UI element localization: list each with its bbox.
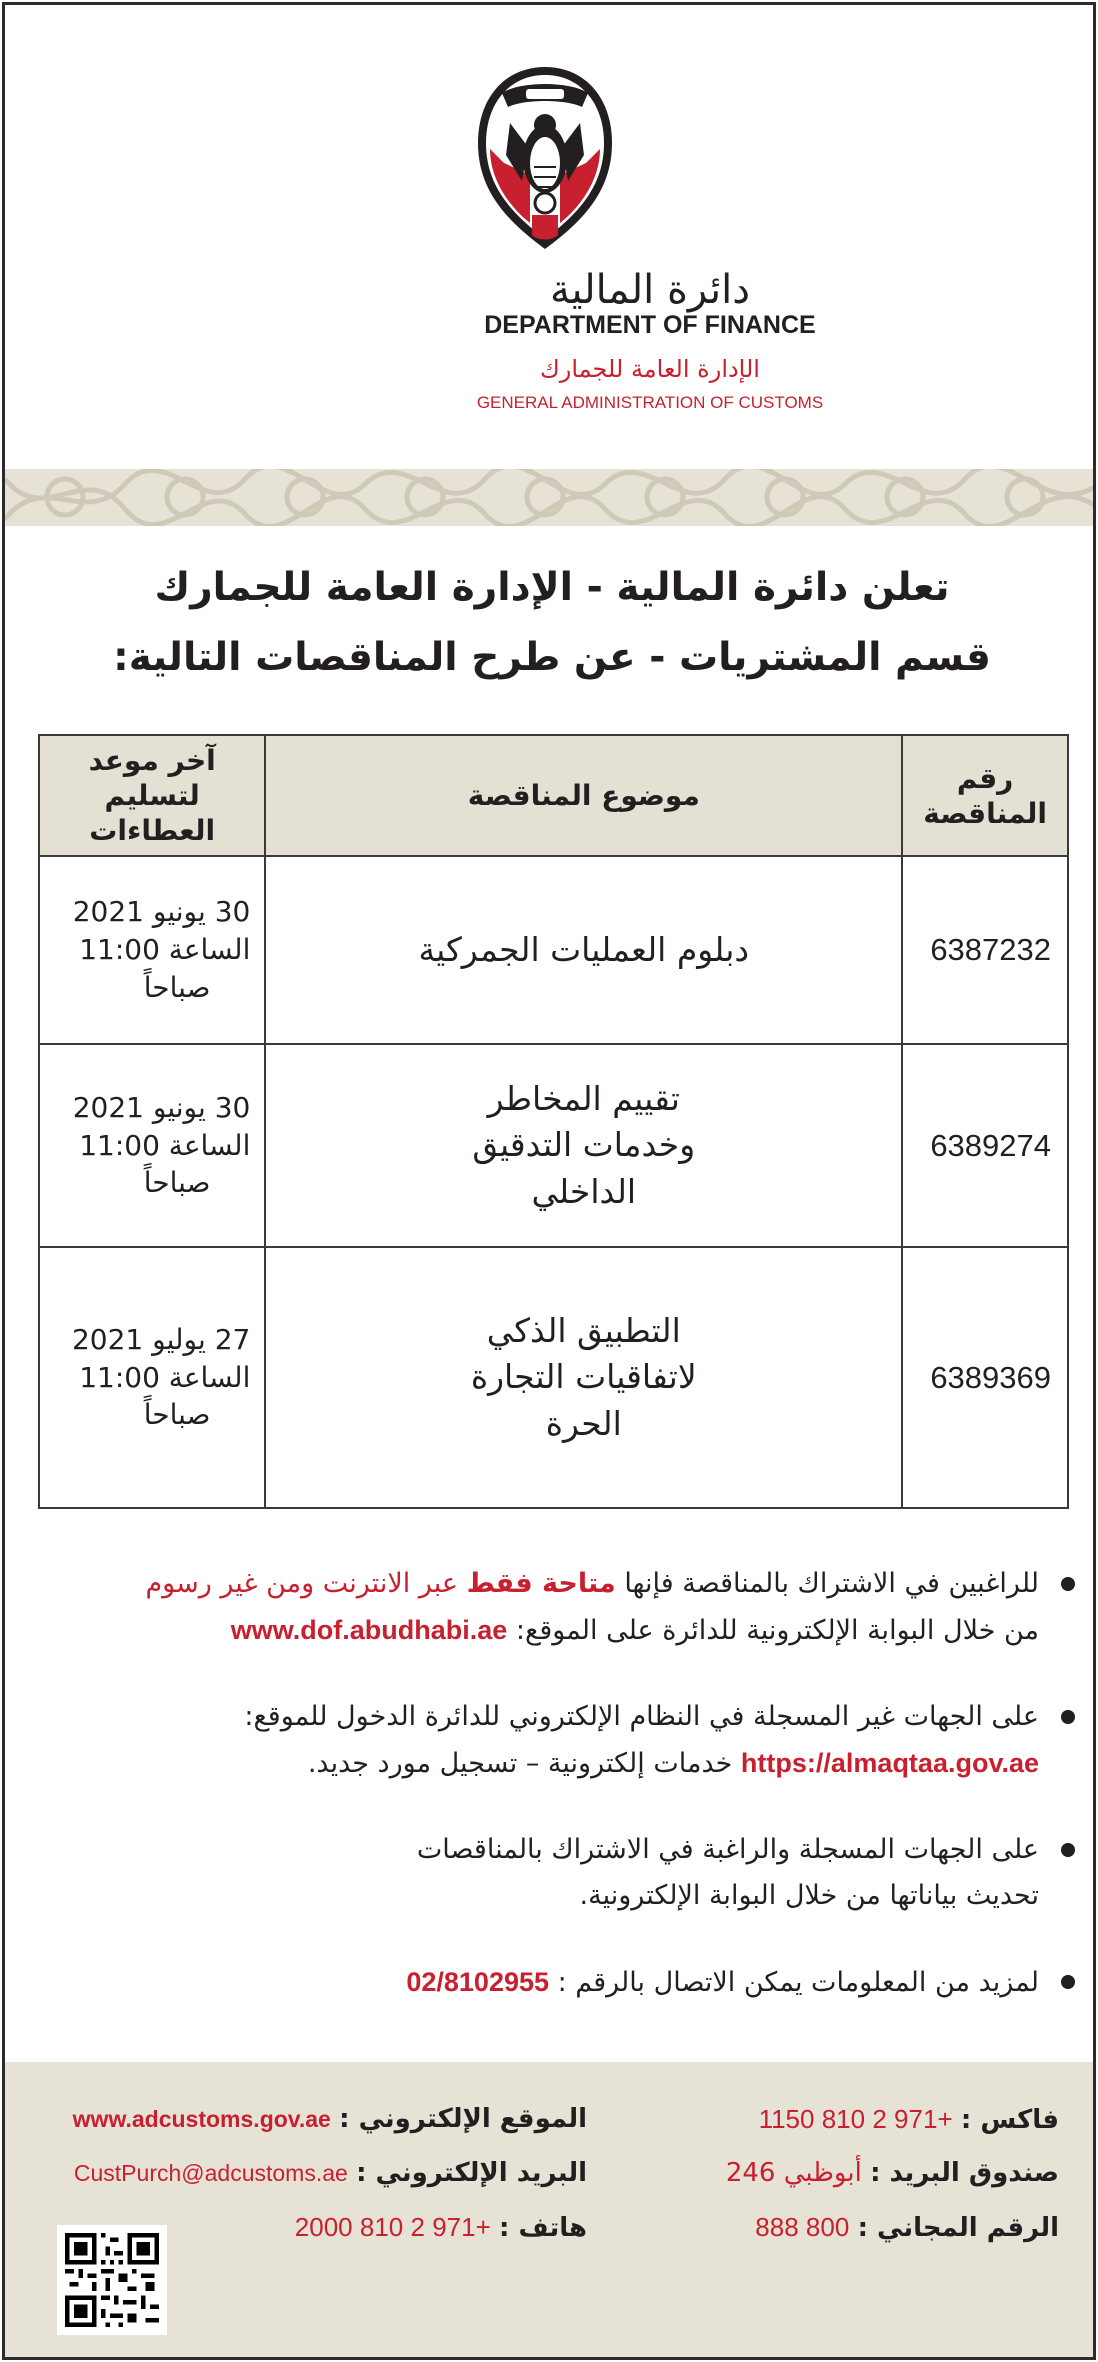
phone-label: هاتف : bbox=[499, 2213, 587, 2243]
bullet-text: من خلال البوابة الإلكترونية للدائرة على الموقع: bbox=[515, 1615, 1039, 1646]
header-tender-subject: موضوع المناقصة bbox=[265, 735, 902, 856]
header-tender-number: رقم المناقصة bbox=[902, 735, 1068, 856]
tender-number: 6389274 bbox=[902, 1044, 1068, 1247]
deadline-period: صباحاً bbox=[143, 970, 211, 1004]
tender-number: 6389369 bbox=[902, 1247, 1068, 1508]
instructions-list bbox=[35, 1561, 1075, 2046]
deadline-time: الساعة 11:00 bbox=[79, 1128, 251, 1162]
phone-row bbox=[295, 2212, 587, 2243]
website-row bbox=[73, 2104, 587, 2134]
table-header-row bbox=[39, 735, 1068, 856]
tender-deadline bbox=[39, 856, 265, 1044]
list-item bbox=[35, 1827, 1075, 1919]
tenders-table bbox=[38, 734, 1069, 1509]
tollfree-row bbox=[755, 2212, 1059, 2243]
list-item bbox=[35, 1959, 1075, 2006]
bullet-dot-icon bbox=[1061, 1710, 1075, 1724]
bullet-text: خدمات إلكترونية – تسجيل مورد جديد. bbox=[307, 1748, 733, 1779]
bullet-dot-icon bbox=[1061, 1577, 1075, 1591]
deadline-date: 30 يونيو 2021 bbox=[72, 1090, 251, 1124]
email-link[interactable]: CustPurch@adcustoms.ae bbox=[73, 2160, 348, 2186]
deadline-period: صباحاً bbox=[143, 1166, 211, 1200]
tender-number: 6387232 bbox=[902, 856, 1068, 1044]
tollfree-value: 800 888 bbox=[755, 2212, 850, 2242]
fax-row bbox=[759, 2104, 1059, 2135]
pobox-row bbox=[726, 2158, 1059, 2188]
tender-deadline bbox=[39, 1247, 265, 1508]
fax-value: +971 2 810 1150 bbox=[758, 2104, 953, 2134]
tender-deadline bbox=[39, 1044, 265, 1247]
decorative-pattern-band bbox=[5, 469, 1096, 526]
administration-name-arabic: الإدارة العامة للجمارك bbox=[540, 355, 760, 383]
tender-subject: دبلوم العمليات الجمركية bbox=[265, 856, 902, 1044]
bullet-text: على الجهات غير المسجلة في النظام الإلكتروني للدائرة الدخول للموقع: bbox=[244, 1701, 1039, 1732]
tender-subject: التطبيق الذكي لاتفاقيات التجارة الحرة bbox=[265, 1247, 902, 1508]
tender-subject: تقييم المخاطر وخدمات التدقيق الداخلي bbox=[265, 1044, 902, 1247]
email-label: البريد الإلكتروني : bbox=[356, 2158, 587, 2188]
deadline-date: 27 يوليو 2021 bbox=[71, 1322, 251, 1356]
pobox-value: أبوظبي 246 bbox=[725, 2158, 862, 2188]
administration-name-english: GENERAL ADMINISTRATION OF CUSTOMS bbox=[476, 393, 824, 412]
deadline-time: الساعة 11:00 bbox=[79, 933, 251, 967]
bullet-text: لمزيد من المعلومات يمكن الاتصال بالرقم : bbox=[557, 1967, 1039, 1998]
phone-value: +971 2 810 2000 bbox=[294, 2212, 491, 2242]
dof-website-link[interactable]: www.dof.abudhabi.ae bbox=[230, 1615, 508, 1645]
table-row bbox=[39, 1247, 1068, 1508]
deadline-date: 30 يونيو 2021 bbox=[72, 895, 251, 929]
abu-dhabi-falcon-emblem-icon bbox=[470, 63, 620, 253]
list-item bbox=[35, 1694, 1075, 1787]
department-name-arabic: دائرة المالية bbox=[549, 267, 751, 313]
bullet-text-red: عبر الانترنت ومن غير رسوم bbox=[145, 1568, 458, 1599]
department-name-english: DEPARTMENT OF FINANCE bbox=[484, 311, 816, 339]
table-row bbox=[39, 1044, 1068, 1247]
bullet-dot-icon bbox=[1061, 1975, 1075, 1989]
announcement-line-1: تعلن دائرة المالية - الإدارة العامة للجمارك bbox=[154, 565, 950, 610]
fax-label: فاكس : bbox=[960, 2105, 1059, 2135]
contact-phone-number[interactable]: 02/8102955 bbox=[406, 1967, 550, 1997]
bullet-text: تحديث بياناتها من خلال البوابة الإلكترونية. bbox=[579, 1880, 1039, 1911]
list-item bbox=[35, 1561, 1075, 1654]
bullet-text: على الجهات المسجلة والراغبة في الاشتراك بالمناقصات bbox=[416, 1834, 1039, 1865]
contact-footer bbox=[5, 2062, 1096, 2360]
deadline-period: صباحاً bbox=[143, 1398, 211, 1432]
bullet-highlight: متاحة فقط bbox=[466, 1568, 616, 1599]
bullet-dot-icon bbox=[1061, 1843, 1075, 1857]
almaqtaa-website-link[interactable]: https://almaqtaa.gov.ae bbox=[740, 1748, 1039, 1778]
table-row bbox=[39, 856, 1068, 1044]
bullet-text: للراغبين في الاشتراك بالمناقصة فإنها bbox=[624, 1568, 1039, 1599]
deadline-time: الساعة 11:00 bbox=[79, 1360, 251, 1394]
customs-website-link[interactable]: www.adcustoms.gov.ae bbox=[72, 2106, 331, 2132]
tollfree-label: الرقم المجاني : bbox=[857, 2213, 1059, 2243]
website-label: الموقع الإلكتروني : bbox=[339, 2104, 587, 2134]
header-deadline: آخر موعد لتسليم العطاءات bbox=[39, 735, 265, 856]
advertisement-page bbox=[2, 2, 1096, 2360]
email-row bbox=[74, 2158, 587, 2188]
pobox-label: صندوق البريد : bbox=[870, 2158, 1059, 2188]
announcement-line-2: قسم المشتريات - عن طرح المناقصات التالية: bbox=[113, 635, 991, 680]
qr-code-icon[interactable] bbox=[57, 2225, 167, 2335]
